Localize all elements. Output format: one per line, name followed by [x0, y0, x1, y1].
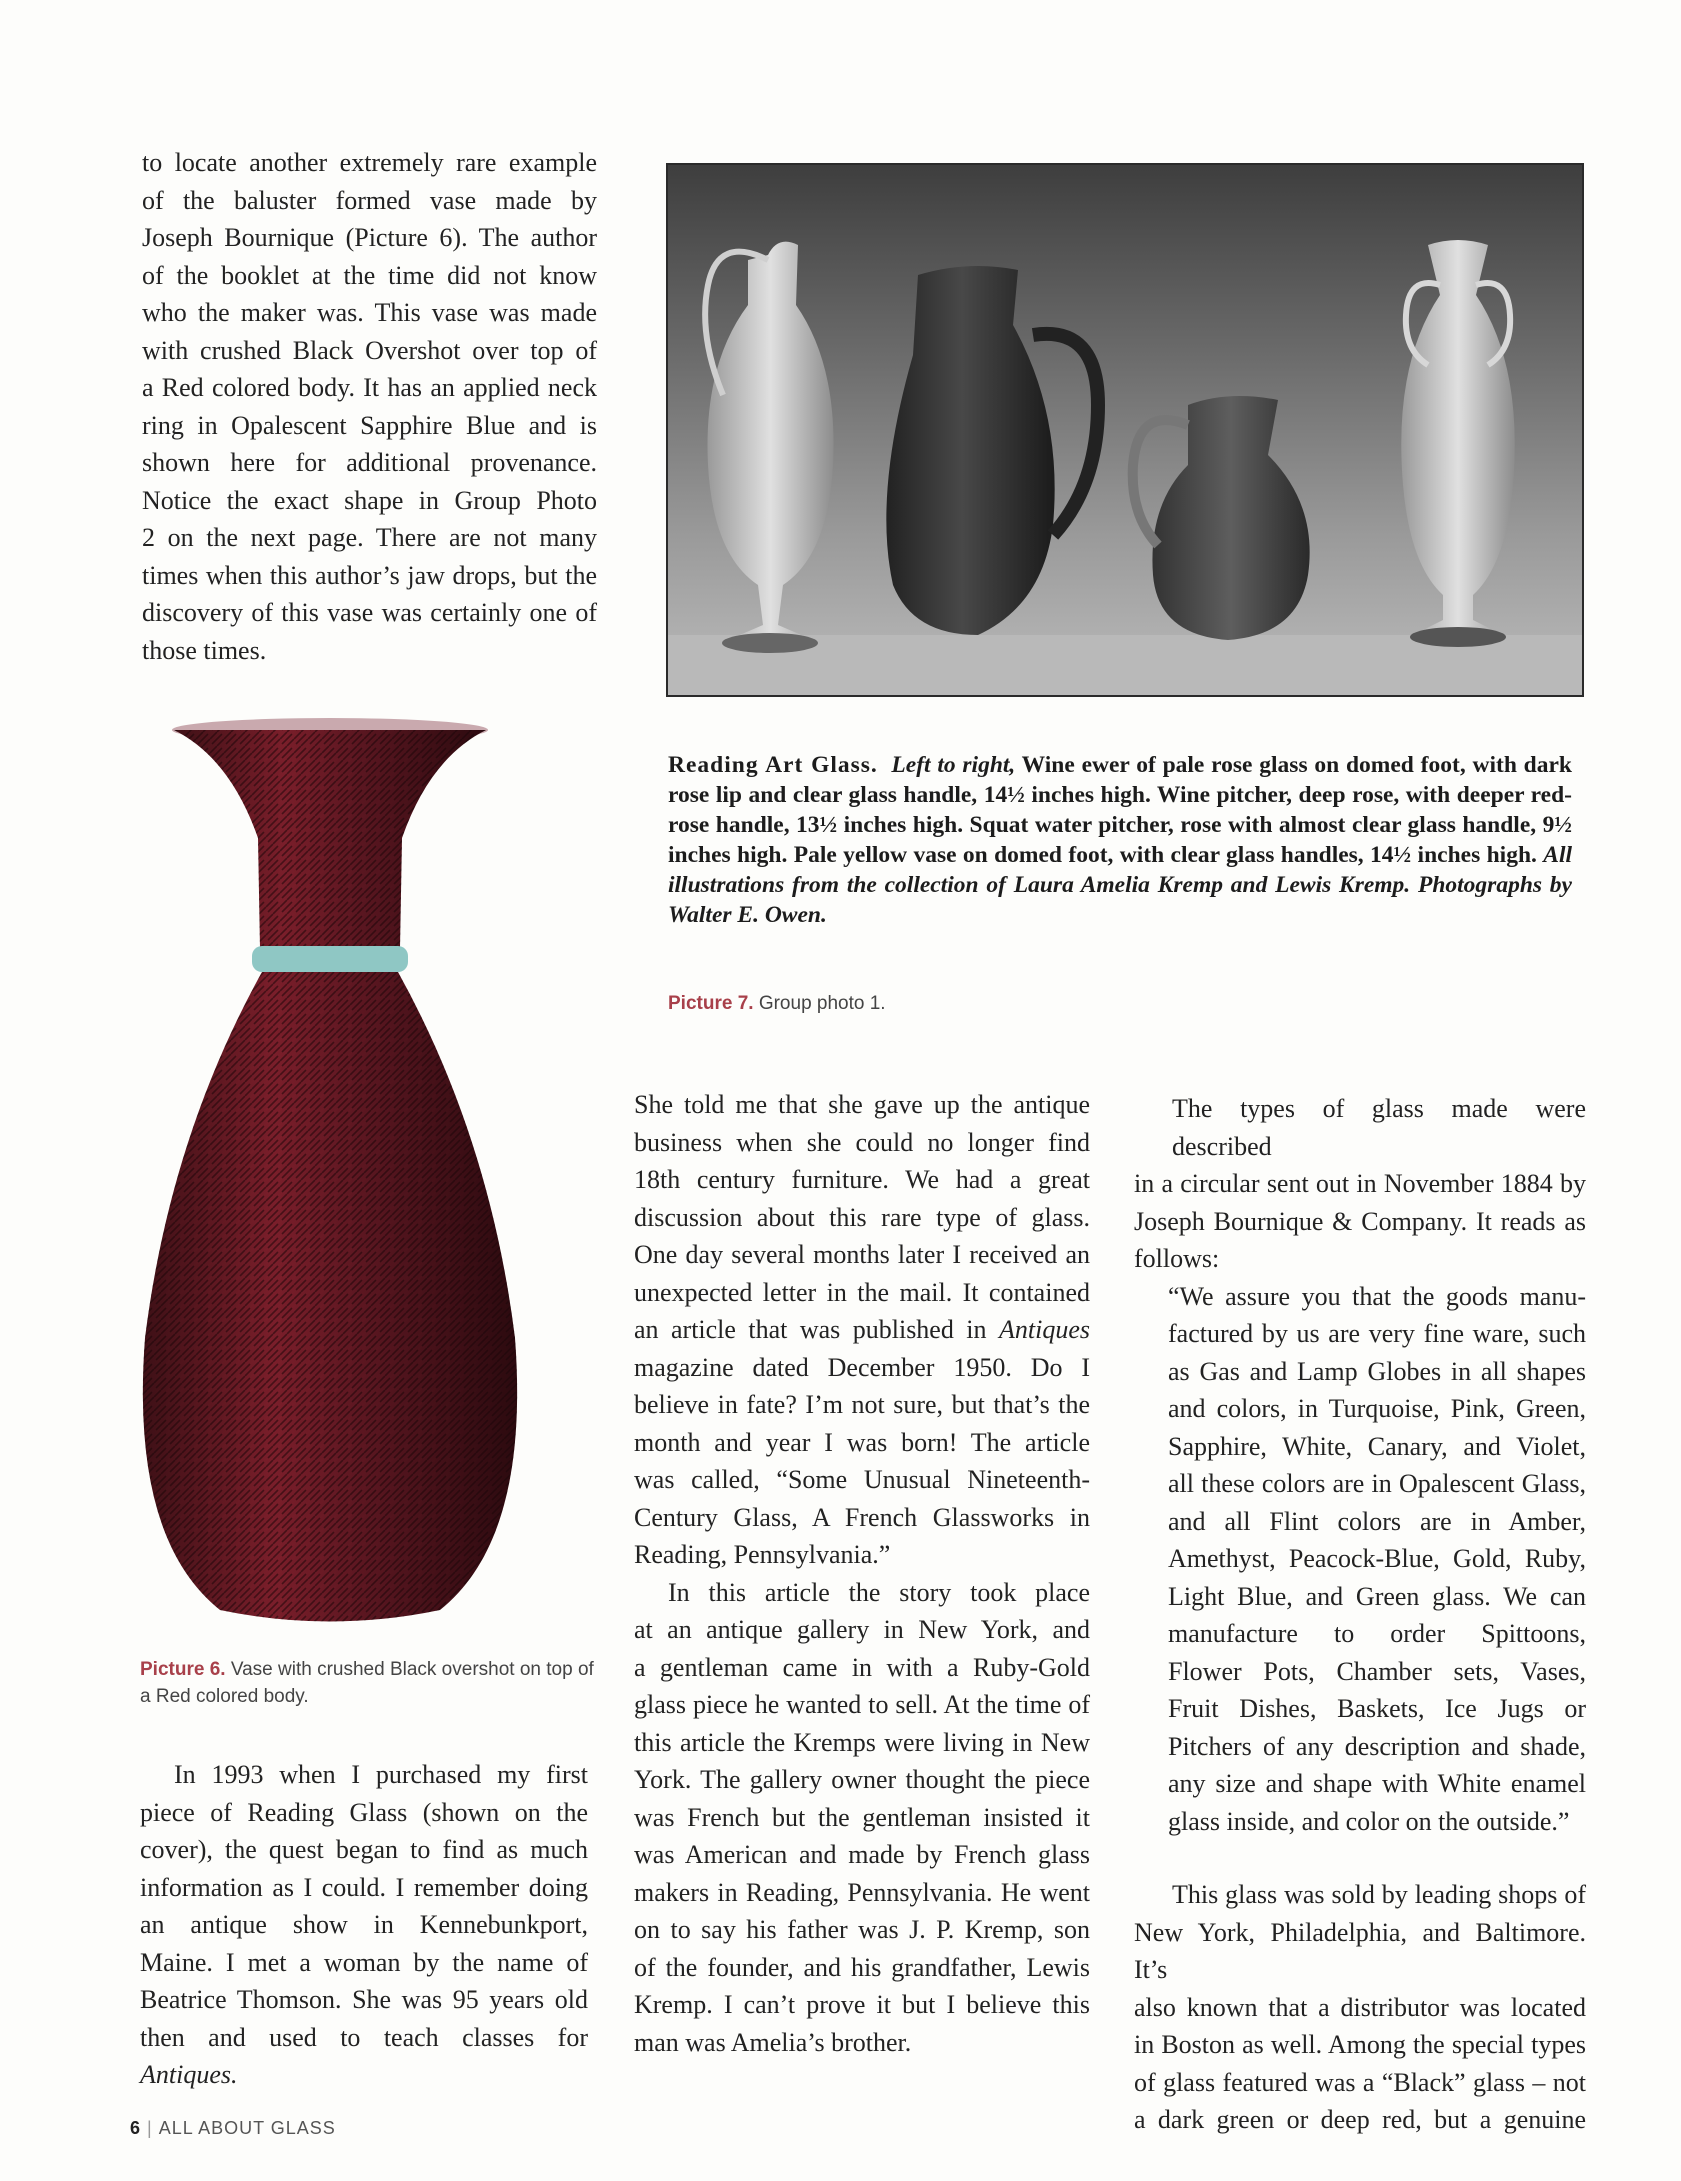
body-line: Beatrice Thomson. She was 95 years old — [140, 1985, 588, 2014]
col1-top-paragraph — [142, 144, 597, 669]
picture-7-caption — [668, 990, 1268, 1017]
group-photo-plate-caption — [668, 750, 1572, 930]
body-line: business when she could no longer find — [634, 1127, 1090, 1157]
quote-line: any size and shape with White enamel — [1168, 1769, 1586, 1798]
wine-pitcher-shape — [886, 266, 1098, 635]
body-line: in a circular sent out in November 1884 by — [1134, 1169, 1586, 1198]
body-line: with crushed Black Overshot over top of — [142, 335, 597, 365]
quote-line: “We assure you that the goods manu- — [1168, 1281, 1586, 1311]
quote-line: glass inside, and color on the outside.” — [1168, 1806, 1570, 1836]
glassware-illustration — [668, 165, 1582, 695]
body-line: Century Glass, A French Glassworks in — [634, 1502, 1090, 1532]
body-line: who the maker was. This vase was made — [142, 298, 597, 327]
body-line: Joseph Bournique (Picture 6). The author — [142, 223, 597, 252]
body-line: an antique show in Kennebunkport, — [140, 1910, 588, 1939]
body-line: man was Amelia’s brother. — [634, 2027, 912, 2057]
group-photo-1-image — [666, 163, 1584, 697]
plate-caption-heading: Reading Art Glass. — [668, 752, 878, 778]
body-line: discussion about this rare type of glass. — [634, 1202, 1090, 1232]
wine-ewer-shape — [705, 242, 833, 653]
body-line: of the baluster formed vase made by — [142, 185, 597, 215]
picture-6-vase-image — [140, 718, 520, 1630]
quote-line: Light Blue, and Green glass. We can — [1168, 1581, 1586, 1611]
quote-line: manufacture to order Spittoons, — [1168, 1619, 1586, 1648]
body-line: those times. — [142, 635, 267, 665]
body-line: New York, Philadelphia, and Baltimore. It’s — [1134, 1917, 1586, 1984]
body-line: was French but the gentleman insisted it — [634, 1802, 1090, 1832]
col2-text — [634, 1086, 1090, 2061]
quote-line: Flower Pots, Chamber sets, Vases, — [1168, 1656, 1586, 1686]
body-line: ring in Opalescent Sapphire Blue and is — [142, 410, 597, 440]
col3-text — [1134, 1090, 1586, 2139]
body-line: also known that a distributor was located — [1134, 1992, 1586, 2022]
quote-line: Amethyst, Peacock-Blue, Gold, Ruby, — [1168, 1544, 1586, 1573]
body-line: a Red colored body. It has an applied neck — [142, 373, 597, 402]
quote-line: as Gas and Lamp Globes in all shapes — [1168, 1356, 1586, 1386]
body-line: 2 on the next page. There are not many — [142, 523, 597, 552]
body-line: York. The gallery owner thought the piece — [634, 1765, 1090, 1794]
pale-vase-shape — [1401, 240, 1515, 647]
body-line: a dark green or deep red, but a genuine — [1134, 2105, 1586, 2134]
quote-line: and all Flint colors are in Amber, — [1168, 1506, 1586, 1536]
picture-6-label: Picture 6. — [140, 1659, 226, 1680]
body-line: 18th century furniture. We had a great — [634, 1165, 1090, 1194]
body-line: then and used to teach classes for Antiques. — [140, 2022, 588, 2089]
quote-line: Sapphire, White, Canary, and Violet, — [1168, 1431, 1586, 1461]
body-line: Kremp. I can’t prove it but I believe this — [634, 1990, 1090, 2019]
quote-line: Pitchers of any description and shade, — [1168, 1731, 1586, 1761]
body-line: cover), the quest began to find as much — [140, 1835, 588, 1864]
body-line: of the booklet at the time did not know — [142, 260, 597, 290]
plate-caption-lead: Left to right, — [891, 752, 1016, 778]
body-line: unexpected letter in the mail. It contained — [634, 1277, 1090, 1307]
body-line: a gentleman came in with a Ruby-Gold — [634, 1652, 1090, 1682]
red-vase-illustration — [140, 718, 520, 1630]
quote-line: all these colors are in Opalescent Glass, — [1168, 1469, 1586, 1498]
body-line: on to say his father was J. P. Kremp, son — [634, 1915, 1090, 1944]
squat-pitcher-shape — [1133, 396, 1310, 640]
body-line: at an antique gallery in New York, and — [634, 1615, 1090, 1644]
body-line: The types of glass made were described — [1172, 1094, 1586, 1161]
picture-6-caption — [140, 1656, 600, 1710]
body-line: month and year I was born! The article — [634, 1427, 1090, 1457]
body-line: shown here for additional provenance. — [142, 448, 597, 477]
body-line: magazine dated December 1950. Do I — [634, 1352, 1090, 1382]
body-line: in Boston as well. Among the special types — [1134, 2030, 1586, 2059]
body-line: an article that was published in Antiques — [634, 1315, 1090, 1344]
body-line: times when this author’s jaw drops, but the — [142, 560, 597, 590]
page-number: 6 — [130, 2118, 142, 2138]
body-line: This glass was sold by leading shops of — [1172, 1880, 1586, 1909]
picture-7-text: Group photo 1. — [753, 993, 886, 1014]
picture-7-label: Picture 7. — [668, 993, 754, 1014]
quote-line: Fruit Dishes, Baskets, Ice Jugs or — [1168, 1694, 1586, 1723]
body-line: She told me that she gave up the antique — [634, 1090, 1090, 1119]
body-line: In this article the story took place — [668, 1577, 1090, 1607]
body-line: One day several months later I received an — [634, 1240, 1090, 1269]
body-line: glass piece he wanted to sell. At the time of — [634, 1690, 1090, 1719]
body-line: In 1993 when I purchased my first — [174, 1760, 588, 1789]
publication-name: ALL ABOUT GLASS — [158, 2118, 336, 2138]
body-line: discovery of this vase was certainly one of — [142, 598, 597, 627]
body-line: was called, “Some Unusual Nineteenth- — [634, 1465, 1090, 1494]
body-line: believe in fate? I’m not sure, but that’s the — [634, 1390, 1090, 1419]
body-line: Reading, Pennsylvania.” — [634, 1540, 891, 1569]
body-line: Maine. I met a woman by the name of — [140, 1947, 588, 1977]
body-line: makers in Reading, Pennsylvania. He went — [634, 1877, 1090, 1907]
body-line: of the founder, and his grandfather, Lewis — [634, 1952, 1090, 1982]
body-line: to locate another extremely rare example — [142, 148, 597, 177]
body-line: of glass featured was a “Black” glass – not — [1134, 2067, 1586, 2097]
body-line: piece of Reading Glass (shown on the — [140, 1797, 588, 1827]
footer-separator: | — [147, 2118, 153, 2138]
body-line: follows: — [1134, 1244, 1220, 1273]
body-line: this article the Kremps were living in New — [634, 1727, 1090, 1757]
body-line: Joseph Bournique & Company. It reads as — [1134, 1206, 1586, 1236]
body-line: information as I could. I remember doing — [140, 1872, 588, 1902]
body-line: Notice the exact shape in Group Photo — [142, 485, 597, 515]
plate-caption-body: Wine ewer of pale rose glass on domed foot, with dark rose lip and clear glass handle, 14½ inches high. Wine pitcher, deep rose, with deeper red-rose handle, 13½ inches high. Squat water pitcher, rose with almost clear glass handle, 9½ inches high. Pale yellow vase on domed foot, with clear glass handles, 14½ inches high. — [668, 752, 1572, 868]
quote-line: factured by us are very fine ware, such — [1168, 1319, 1586, 1348]
col1-bottom-paragraph — [140, 1756, 588, 2094]
body-line: was American and made by French glass — [634, 1840, 1090, 1869]
page-footer — [130, 2118, 336, 2139]
picture-6-text: Vase with crushed Black overshot on top of a Red colored body. — [140, 1659, 594, 1707]
plate-caption-credit: All illustrations from the collection of Laura Amelia Kremp and Lewis Kremp. Photographs by Walter E. Owen. — [668, 842, 1573, 928]
quote-line: and colors, in Turquoise, Pink, Green, — [1168, 1394, 1586, 1423]
